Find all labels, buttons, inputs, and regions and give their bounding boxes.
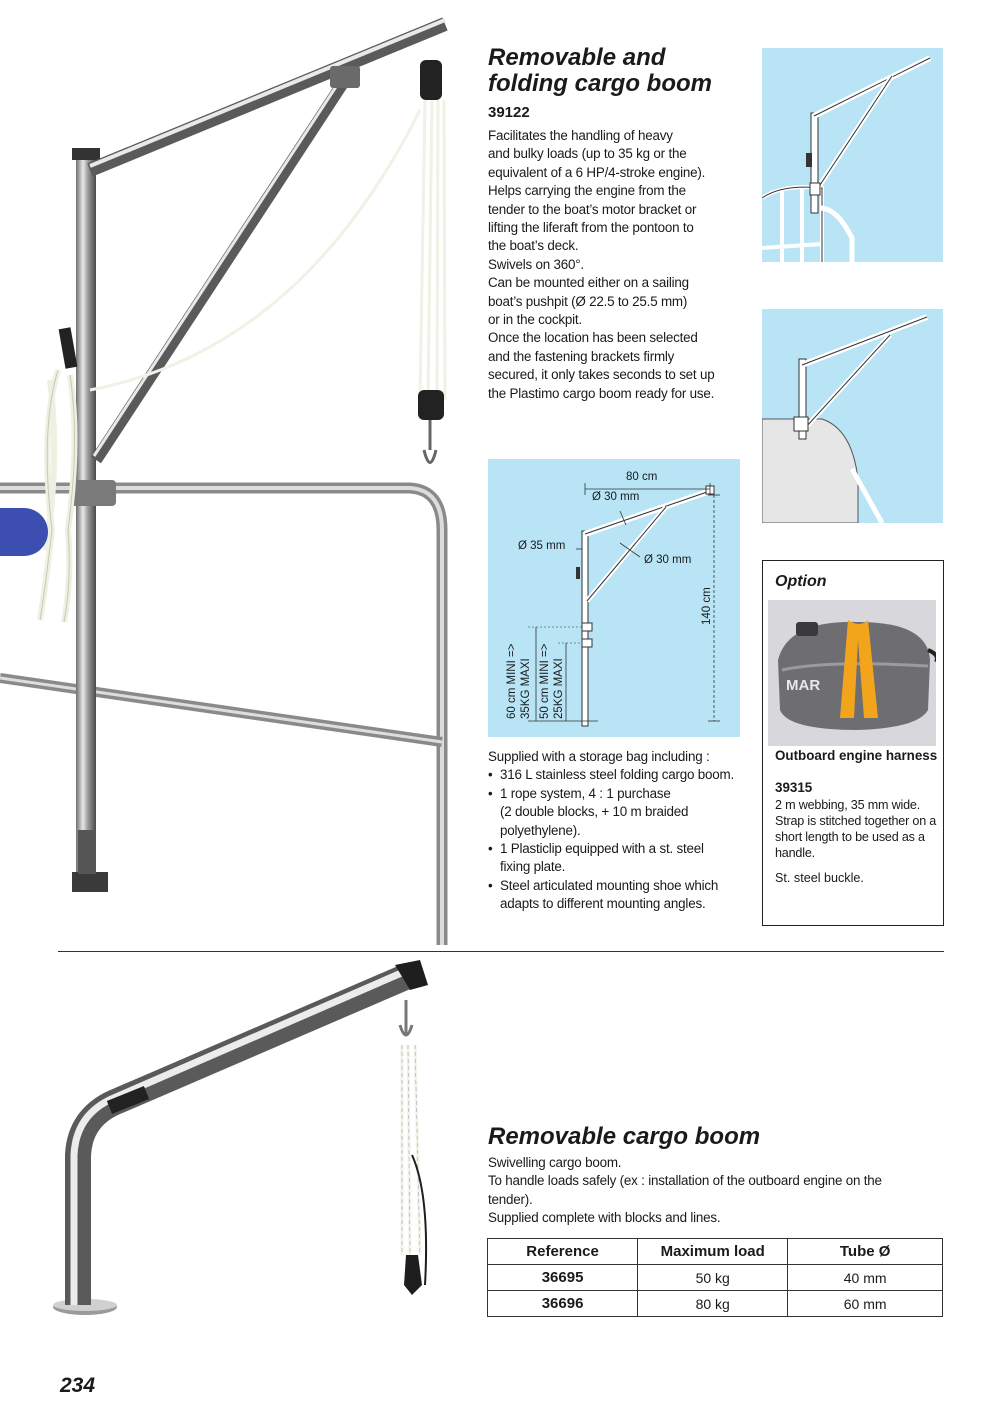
- supplied-item-line: • 1 Plasticlip equipped with a st. steel: [500, 841, 704, 857]
- section-tab: [0, 508, 48, 556]
- supplied-intro: Supplied with a storage bag including :: [488, 749, 710, 764]
- desc-line: To handle loads safely (ex : installation of the outboard engine on the: [488, 1173, 882, 1189]
- option-label: Option: [775, 573, 827, 590]
- desc-line: the Plastimo cargo boom ready for use.: [488, 385, 715, 401]
- supplied-item: [488, 766, 760, 784]
- column-header-max-load: Maximum load: [638, 1239, 788, 1265]
- supplied-item-line: (2 double blocks, + 10 m braided: [500, 804, 689, 820]
- desc-line: equivalent of a 6 HP/4-stroke engine).: [488, 164, 706, 180]
- dim-height-label: 140 cm: [701, 587, 713, 625]
- dim-load-60-line2: 35KG MAXI: [520, 658, 532, 719]
- desc-line: boat’s pushpit (Ø 22.5 to 25.5 mm): [488, 293, 688, 309]
- spec-table: [487, 1238, 943, 1317]
- table-row: [488, 1265, 943, 1291]
- product-description-folding: [488, 127, 743, 403]
- folding-cargo-boom-photo: [0, 10, 470, 950]
- supplied-item: [488, 877, 760, 914]
- desc-line: and the fastening brackets firmly: [488, 348, 675, 364]
- illustration-pushpit-mount: [762, 48, 943, 262]
- dim-mast-tube-label: Ø 35 mm: [518, 540, 566, 552]
- product-title-removable: Removable cargo boom: [488, 1123, 761, 1150]
- desc-line: lifting the liferaft from the pontoon to: [488, 220, 694, 236]
- cell-reference: 36696: [488, 1291, 638, 1317]
- title-line-1: Removable and: [488, 44, 666, 71]
- desc-line: Swivelling cargo boom.: [488, 1155, 622, 1170]
- supplied-item: [488, 785, 760, 840]
- desc-line: or in the cockpit.: [488, 312, 582, 328]
- table-row: [488, 1291, 943, 1317]
- illustration-cockpit-mount: [762, 309, 943, 523]
- option-name: Outboard engine harness: [775, 748, 938, 763]
- dim-width-label: 80 cm: [626, 471, 658, 483]
- desc-line: and bulky loads (up to 35 kg or the: [488, 146, 687, 162]
- desc-line: Supplied complete with blocks and lines.: [488, 1210, 721, 1226]
- desc-line: tender to the boat’s motor bracket or: [488, 201, 697, 217]
- product-description-removable: [488, 1154, 943, 1228]
- dim-strut-tube-label: Ø 30 mm: [644, 554, 692, 566]
- cell-max-load: 50 kg: [638, 1265, 788, 1291]
- title-line-2: folding cargo boom: [488, 70, 712, 97]
- desc-line: secured, it only takes seconds to set up: [488, 367, 715, 383]
- page-number: 234: [60, 1374, 96, 1397]
- supplied-list: [488, 766, 760, 913]
- cell-reference: 36695: [488, 1265, 638, 1291]
- option-description: 2 m webbing, 35 mm wide. Strap is stitched together on a short length to be used as a handle.: [775, 798, 937, 860]
- removable-cargo-boom-photo: [50, 955, 450, 1325]
- desc-line: Can be mounted either on a sailing: [488, 275, 689, 291]
- dimension-diagram: [488, 459, 740, 737]
- supplied-item-line: adapts to different mounting angles.: [500, 896, 706, 912]
- section-divider: [58, 951, 944, 952]
- table-header-row: [488, 1239, 943, 1265]
- outboard-harness-photo: [768, 600, 936, 746]
- cell-tube: 60 mm: [788, 1291, 943, 1317]
- supplied-section: [488, 748, 760, 914]
- dim-arm-tube-label: Ø 30 mm: [592, 491, 640, 503]
- supplied-item-line: polyethylene).: [500, 822, 581, 838]
- supplied-item: [488, 840, 760, 877]
- product-reference-folding: 39122: [488, 104, 530, 121]
- desc-line: tender).: [488, 1191, 533, 1207]
- desc-line: Once the location has been selected: [488, 330, 698, 346]
- supplied-item-line: fixing plate.: [500, 859, 566, 875]
- desc-line: Helps carrying the engine from the: [488, 183, 686, 199]
- harness-brand-text: MAR: [786, 677, 821, 694]
- cell-tube: 40 mm: [788, 1265, 943, 1291]
- option-reference: 39315: [775, 780, 813, 795]
- dim-load-60-line1: 60 cm MINI =>: [506, 643, 518, 719]
- supplied-item-line: • 316 L stainless steel folding cargo boom.: [500, 767, 734, 783]
- desc-line: Facilitates the handling of heavy: [488, 128, 673, 143]
- column-header-reference: Reference: [488, 1239, 638, 1265]
- desc-line: Swivels on 360°.: [488, 256, 584, 272]
- product-title-folding: [488, 45, 748, 97]
- dim-load-50-line2: 25KG MAXI: [553, 658, 565, 719]
- dim-load-50-line1: 50 cm MINI =>: [539, 643, 551, 719]
- supplied-item-line: • Steel articulated mounting shoe which: [500, 877, 719, 893]
- desc-line: the boat’s deck.: [488, 238, 579, 254]
- cell-max-load: 80 kg: [638, 1291, 788, 1317]
- option-buckle-note: St. steel buckle.: [775, 871, 864, 885]
- supplied-item-line: • 1 rope system, 4 : 1 purchase: [500, 785, 671, 801]
- column-header-tube: Tube Ø: [788, 1239, 943, 1265]
